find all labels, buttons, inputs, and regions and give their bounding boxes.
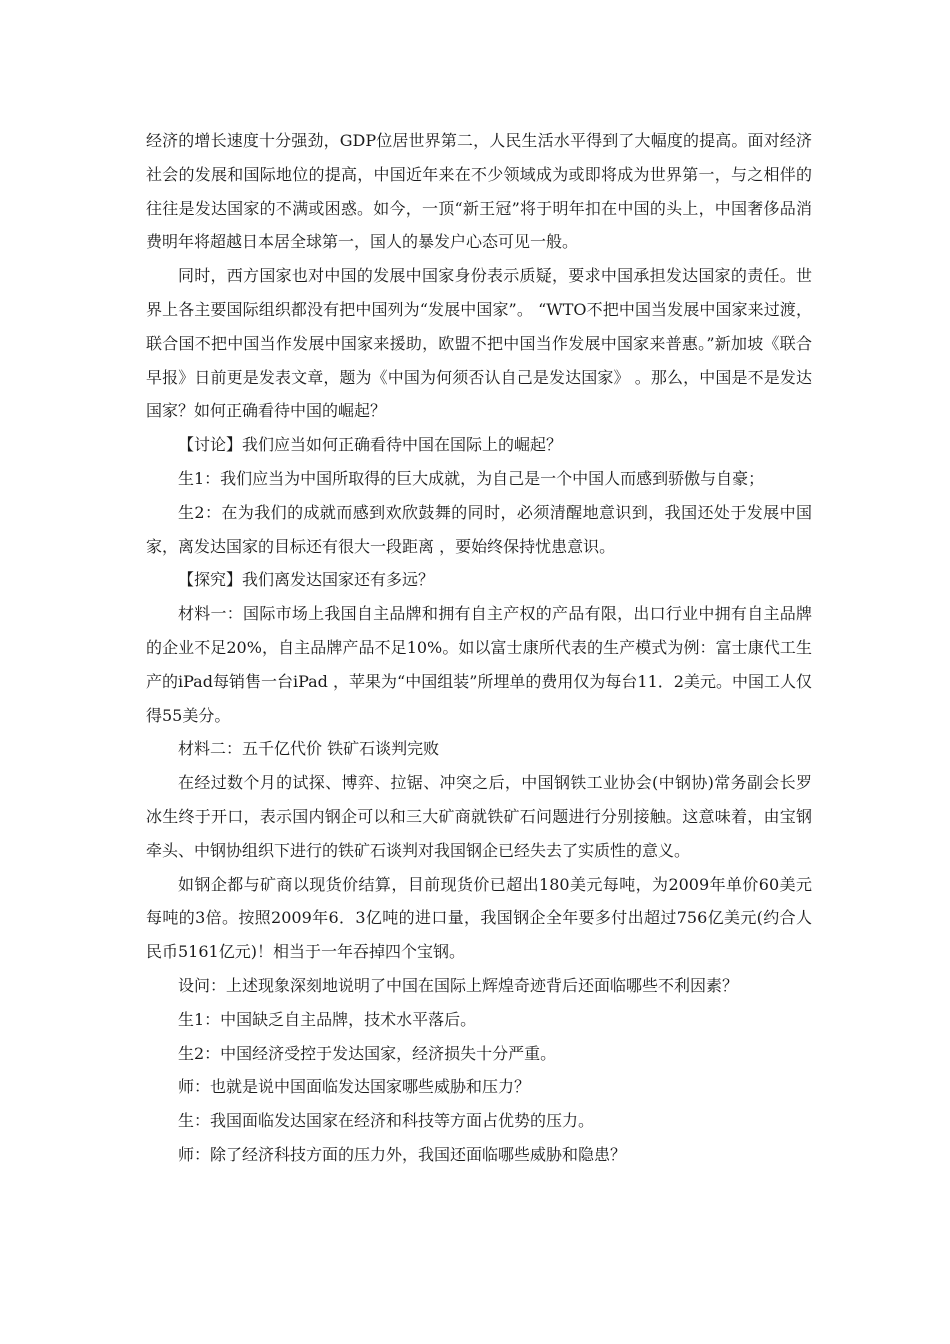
paragraph: 在经过数个月的试探、博弈、拉锯、冲突之后，中国钢铁工业协会(中钢协)常务副会长罗冰生终于开口，表示国内钢企可以和三大矿商就铁矿石问题进行分别接触。这意味着，由宝钢牵头、中钢协组织下进行的铁矿石谈判对我国钢企已经失去了实质性的意义。 bbox=[146, 773, 812, 860]
document-body bbox=[146, 124, 812, 1172]
material-one: 材料一：国际市场上我国自主品牌和拥有自主产权的产品有限，出口行业中拥有自主品牌的企业不足20%，自主品牌产品不足10%。如以富士康所代表的生产模式为例：富士康代工生产的iPad每销售一台iPad ，苹果为“中国组装”所埋单的费用仅为每台11．2美元。中国工人仅得55美分。 bbox=[146, 604, 812, 725]
paragraph: 同时，西方国家也对中国的发展中国家身份表示质疑，要求中国承担发达国家的责任。世界上各主要国际组织都没有把中国列为“发展中国家”。 “WTO不把中国当发展中国家来过渡，联合国不把中国当作发展中国家来援助，欧盟不把中国当作发展中国家来普惠。”新加坡《联合早报》日前更是发表文章，题为《中国为何须否认自己是发达国家》 。那么，中国是不是发达国家？如何正确看待中国的崛起？ bbox=[146, 266, 812, 421]
teacher-question: 师：除了经济科技方面的压力外，我国还面临哪些威胁和隐患？ bbox=[178, 1144, 627, 1164]
paragraph: 如钢企都与矿商以现货价结算，目前现货价已超出180美元每吨，为2009年单价60美元每吨的3倍。按照2009年6．3亿吨的进口量，我国钢企全年要多付出超过756亿美元(约合人民币5161亿元)！相当于一年吞掉四个宝钢。 bbox=[146, 874, 812, 962]
student-answer: 生2：中国经济受控于发达国家，经济损失十分严重。 bbox=[178, 1043, 557, 1063]
discussion-heading: 【讨论】我们应当如何正确看待中国在国际上的崛起？ bbox=[178, 435, 563, 455]
paragraph: 经济的增长速度十分强劲，GDP位居世界第二，人民生活水平得到了大幅度的提高。面对经济社会的发展和国际地位的提高，中国近年来在不少领域成为或即将成为世界第一，与之相伴的往往是发达国家的不满或困惑。如今，一顶“新王冠”将于明年扣在中国的头上，中国奢侈品消费明年将超越日本居全球第一，国人的暴发户心态可见一般。 bbox=[146, 131, 812, 252]
student-answer: 生1：我们应当为中国所取得的巨大成就，为自己是一个中国人而感到骄傲与自豪； bbox=[178, 468, 765, 488]
student-answer: 生：我国面临发达国家在经济和科技等方面占优势的压力。 bbox=[178, 1111, 595, 1131]
material-two-title: 材料二：五千亿代价 铁矿石谈判完败 bbox=[178, 739, 440, 759]
teacher-question: 师：也就是说中国面临发达国家哪些威胁和压力？ bbox=[178, 1077, 531, 1097]
explore-heading: 【探究】我们离发达国家还有多远？ bbox=[178, 570, 435, 590]
student-answer: 生2：在为我们的成就而感到欢欣鼓舞的同时，必须清醒地意识到，我国还处于发展中国家，离发达国家的目标还有很大一段距离 ，要始终保持忧患意识。 bbox=[146, 502, 812, 556]
student-answer: 生1：中国缺乏自主品牌，技术水平落后。 bbox=[178, 1009, 477, 1029]
question: 设问：上述现象深刻地说明了中国在国际上辉煌奇迹背后还面临哪些不利因素？ bbox=[178, 975, 739, 995]
